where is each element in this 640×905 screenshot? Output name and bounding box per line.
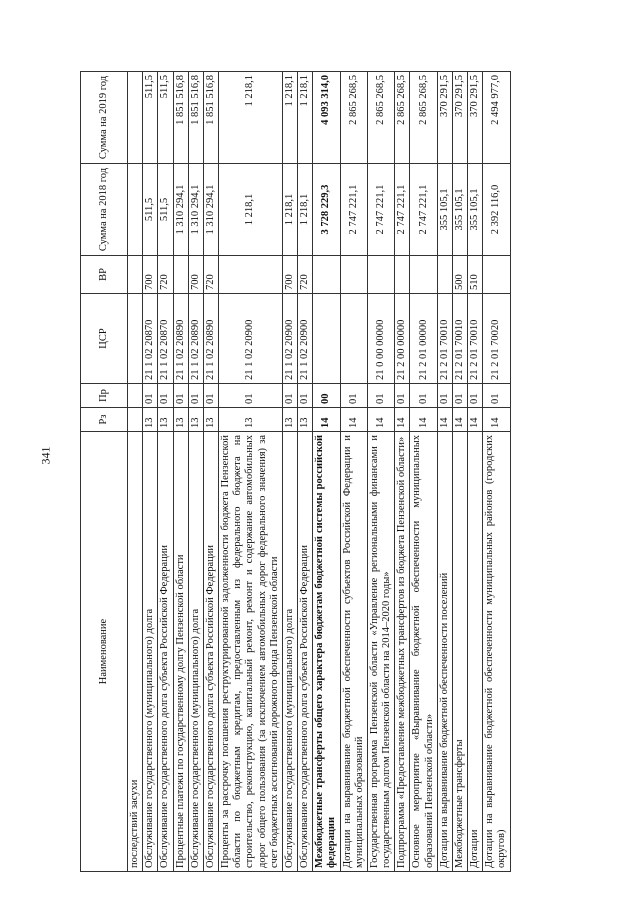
cell-rz: 13 — [158, 408, 173, 432]
cell-vr: 720 — [298, 256, 313, 294]
cell-pr: 01 — [468, 384, 483, 408]
cell-vr: 510 — [468, 256, 483, 294]
cell-rz — [128, 408, 143, 432]
cell-pr: 01 — [298, 384, 313, 408]
table-row — [219, 72, 283, 872]
cell-sum-2019: 1 218,1 — [298, 72, 313, 164]
cell-name: Обслуживание государственного (муниципального) долга — [188, 432, 203, 872]
cell-pr: 01 — [395, 384, 410, 408]
col-header-vr: ВР — [81, 256, 128, 294]
cell-sum-2018: 1 218,1 — [298, 164, 313, 256]
cell-csr: 21 2 00 00000 — [395, 294, 410, 384]
cell-pr: 01 — [188, 384, 203, 408]
cell-csr: 21 1 02 20900 — [298, 294, 313, 384]
cell-sum-2019: 370 291,5 — [437, 72, 452, 164]
cell-sum-2018: 1 310 294,1 — [173, 164, 188, 256]
cell-vr: 720 — [203, 256, 218, 294]
cell-sum-2018: 355 105,1 — [468, 164, 483, 256]
table-row — [173, 72, 188, 872]
cell-pr: 01 — [173, 384, 188, 408]
budget-table — [80, 71, 511, 872]
cell-sum-2019: 511,5 — [143, 72, 158, 164]
cell-rz: 13 — [282, 408, 297, 432]
table-row — [282, 72, 297, 872]
table-row — [128, 72, 143, 872]
cell-rz: 13 — [188, 408, 203, 432]
table-row — [203, 72, 218, 872]
cell-csr: 21 1 02 20900 — [282, 294, 297, 384]
col-header-sum-2019: Сумма на 2019 год — [81, 72, 128, 164]
cell-rz: 14 — [468, 408, 483, 432]
cell-vr: 700 — [282, 256, 297, 294]
cell-sum-2018: 355 105,1 — [437, 164, 452, 256]
cell-sum-2019: 1 851 516,8 — [173, 72, 188, 164]
col-header-pr: Пр — [81, 384, 128, 408]
cell-pr — [128, 384, 143, 408]
cell-vr — [313, 256, 340, 294]
cell-sum-2019 — [128, 72, 143, 164]
col-header-name: Наименование — [81, 432, 128, 872]
cell-vr: 500 — [452, 256, 467, 294]
page-number: 341 — [38, 446, 53, 465]
cell-name: Дотации — [468, 432, 483, 872]
cell-name: Межбюджетные трансферты — [452, 432, 467, 872]
cell-pr: 01 — [483, 384, 510, 408]
cell-pr: 01 — [452, 384, 467, 408]
cell-csr: 21 2 01 70020 — [483, 294, 510, 384]
table-row — [158, 72, 173, 872]
cell-csr: 21 2 01 70010 — [468, 294, 483, 384]
cell-csr: 21 2 01 70010 — [437, 294, 452, 384]
cell-pr: 01 — [158, 384, 173, 408]
cell-name: последствий засухи — [128, 432, 143, 872]
cell-csr — [128, 294, 143, 384]
col-header-rz: Рз — [81, 408, 128, 432]
cell-pr: 01 — [340, 384, 367, 408]
table-row — [188, 72, 203, 872]
cell-rz: 13 — [143, 408, 158, 432]
cell-name: Государственная программа Пензенской области «Управление региональными финансами и государственным долгом Пензенской области на 2014–2020 годы» — [367, 432, 394, 872]
cell-rz: 14 — [483, 408, 510, 432]
table-header-row — [81, 72, 128, 872]
cell-name: Обслуживание государственного (муниципального) долга — [143, 432, 158, 872]
cell-vr — [483, 256, 510, 294]
cell-vr — [340, 256, 367, 294]
cell-name: Дотации на выравнивание бюджетной обеспеченности субъектов Российской Федерации и муниципальных образований — [340, 432, 367, 872]
cell-sum-2018: 1 310 294,1 — [188, 164, 203, 256]
cell-vr — [437, 256, 452, 294]
cell-rz: 13 — [203, 408, 218, 432]
cell-csr: 21 1 02 20900 — [219, 294, 283, 384]
table-row — [452, 72, 467, 872]
cell-sum-2018: 2 747 221,1 — [395, 164, 410, 256]
cell-name: Дотации на выравнивание бюджетной обеспеченности поселений — [437, 432, 452, 872]
cell-rz: 14 — [340, 408, 367, 432]
col-header-sum-2018: Сумма на 2018 год — [81, 164, 128, 256]
table-row — [437, 72, 452, 872]
cell-csr — [340, 294, 367, 384]
cell-name: Проценты за рассрочку погашения реструктурированной задолженности бюджета Пензенской области по бюджетным кредитам, предоставленным из федерального бюджета на строительство, реконструкцию, капитальный ремонт, ремонт и содержание автомобильных дорог общего пользования (за исключением автомобильных дорог федерального значения) за счет бюджетных ассигнований дорожного фонда Пензенской области — [219, 432, 283, 872]
cell-vr: 700 — [143, 256, 158, 294]
cell-sum-2019: 4 093 314,0 — [313, 72, 340, 164]
cell-pr: 01 — [367, 384, 394, 408]
cell-csr: 21 2 01 70010 — [452, 294, 467, 384]
cell-sum-2019: 1 851 516,8 — [203, 72, 218, 164]
cell-csr: 21 1 02 20870 — [143, 294, 158, 384]
cell-rz: 14 — [410, 408, 437, 432]
cell-sum-2018 — [128, 164, 143, 256]
cell-sum-2018: 355 105,1 — [452, 164, 467, 256]
cell-sum-2019: 370 291,5 — [468, 72, 483, 164]
cell-sum-2018: 511,5 — [143, 164, 158, 256]
cell-name: Обслуживание государственного долга субъекта Российской Федерации — [158, 432, 173, 872]
cell-csr — [313, 294, 340, 384]
cell-sum-2019: 2 865 268,5 — [367, 72, 394, 164]
table-row — [298, 72, 313, 872]
cell-vr: 720 — [158, 256, 173, 294]
cell-rz: 14 — [452, 408, 467, 432]
cell-sum-2019: 370 291,5 — [452, 72, 467, 164]
cell-name: Основное мероприятие «Выравнивание бюджетной обеспеченности муниципальных образований Пензенской области» — [410, 432, 437, 872]
cell-sum-2019: 2 494 977,0 — [483, 72, 510, 164]
table-row — [410, 72, 437, 872]
cell-sum-2018: 1 310 294,1 — [203, 164, 218, 256]
cell-sum-2018: 1 218,1 — [219, 164, 283, 256]
cell-pr: 01 — [437, 384, 452, 408]
rotated-page — [80, 72, 600, 872]
cell-sum-2019: 1 218,1 — [282, 72, 297, 164]
cell-rz: 14 — [313, 408, 340, 432]
cell-pr: 01 — [143, 384, 158, 408]
cell-name: Обслуживание государственного (муниципального) долга — [282, 432, 297, 872]
cell-sum-2018: 2 392 116,0 — [483, 164, 510, 256]
cell-sum-2018: 2 747 221,1 — [340, 164, 367, 256]
cell-vr — [410, 256, 437, 294]
cell-vr — [395, 256, 410, 294]
table-row — [483, 72, 510, 872]
cell-pr: 01 — [410, 384, 437, 408]
cell-sum-2019: 2 865 268,5 — [410, 72, 437, 164]
table-row — [340, 72, 367, 872]
cell-csr: 21 1 02 20890 — [173, 294, 188, 384]
cell-rz: 14 — [367, 408, 394, 432]
cell-name: Обслуживание государственного долга субъекта Российской Федерации — [298, 432, 313, 872]
cell-csr: 21 2 01 00000 — [410, 294, 437, 384]
cell-sum-2019: 511,5 — [158, 72, 173, 164]
cell-sum-2018: 2 747 221,1 — [367, 164, 394, 256]
cell-sum-2018: 1 218,1 — [282, 164, 297, 256]
cell-vr — [173, 256, 188, 294]
cell-pr: 00 — [313, 384, 340, 408]
table-row — [468, 72, 483, 872]
cell-sum-2018: 3 728 229,3 — [313, 164, 340, 256]
cell-pr: 01 — [282, 384, 297, 408]
cell-sum-2019: 1 851 516,8 — [188, 72, 203, 164]
cell-name: Дотации на выравнивание бюджетной обеспеченности муниципальных районов (городских округов) — [483, 432, 510, 872]
cell-vr — [128, 256, 143, 294]
cell-vr — [219, 256, 283, 294]
cell-vr: 700 — [188, 256, 203, 294]
cell-sum-2018: 511,5 — [158, 164, 173, 256]
cell-rz: 13 — [219, 408, 283, 432]
col-header-csr: ЦСР — [81, 294, 128, 384]
cell-pr: 01 — [203, 384, 218, 408]
cell-csr: 21 1 02 20870 — [158, 294, 173, 384]
cell-name: Межбюджетные трансферты общего характера бюджетам бюджетной системы российской федерации — [313, 432, 340, 872]
cell-csr: 21 1 02 20890 — [188, 294, 203, 384]
table-row — [395, 72, 410, 872]
cell-sum-2019: 2 865 268,5 — [395, 72, 410, 164]
cell-sum-2019: 1 218,1 — [219, 72, 283, 164]
cell-sum-2018: 2 747 221,1 — [410, 164, 437, 256]
cell-rz: 14 — [437, 408, 452, 432]
cell-csr: 21 0 00 00000 — [367, 294, 394, 384]
cell-name: Процентные платежи по государственному долгу Пензенской области — [173, 432, 188, 872]
cell-rz: 14 — [395, 408, 410, 432]
cell-rz: 13 — [173, 408, 188, 432]
cell-rz: 13 — [298, 408, 313, 432]
table-row — [313, 72, 340, 872]
cell-csr: 21 1 02 20890 — [203, 294, 218, 384]
cell-pr: 01 — [219, 384, 283, 408]
cell-sum-2019: 2 865 268,5 — [340, 72, 367, 164]
table-body — [128, 72, 511, 872]
cell-name: Обслуживание государственного долга субъекта Российской Федерации — [203, 432, 218, 872]
cell-name: Подпрограмма «Предоставление межбюджетных трансфертов из бюджета Пензенской области» — [395, 432, 410, 872]
cell-vr — [367, 256, 394, 294]
table-row — [143, 72, 158, 872]
table-row — [367, 72, 394, 872]
